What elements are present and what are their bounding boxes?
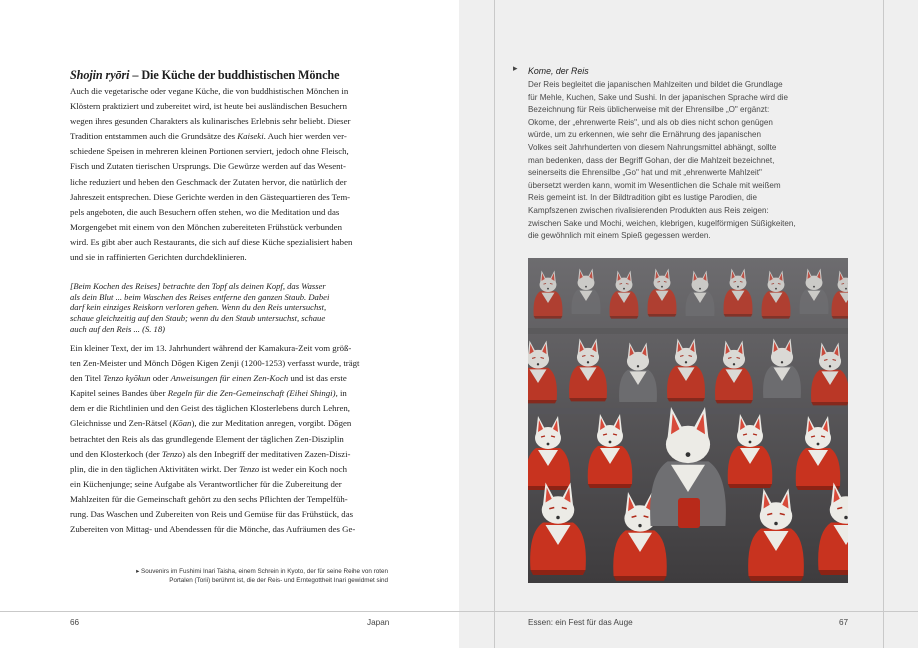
text-segment: ten Zen-Meister und Mönch Dōgen Kigen Zenji (1200-1253) verfasst wurde, trägt: [70, 358, 360, 369]
text-segment: Fisch und Zutaten tierischen Ursprungs. Die Gewürze werden auf das Wesent-: [70, 161, 346, 172]
sidebar-marker-icon: ▸: [513, 63, 518, 73]
text-line: [70, 341, 390, 356]
quote-line: als dein Blut ... beim Waschen des Reises entferne den ganzen Staub. Dabei: [70, 291, 330, 302]
text-line: [70, 462, 390, 477]
intro-paragraph: [70, 84, 390, 265]
margin-line-right: [883, 0, 884, 648]
section-title: [70, 68, 400, 83]
text-line: [70, 386, 390, 401]
text-segment: wird. Es gibt aber auch Restaurants, die sich auf diese Küche spezialisiert haben: [70, 236, 353, 247]
text-segment: Jahreszeit entsprechen. Diese Gerichte werden in den Gästequartieren des Tem-: [70, 191, 351, 202]
text-line: [70, 492, 390, 507]
sidebar-line: man bedenken, dass der Begriff Gohan, der die Mahlzeit bezeichnet,: [528, 155, 775, 165]
text-line: [70, 205, 390, 220]
page-number-right: 67: [839, 618, 849, 627]
text-segment: Gleichnisse und Zen-Rätsel (: [70, 418, 173, 429]
text-segment: und sie in raffinierten Gerichten durchdeklinieren.: [70, 252, 247, 263]
quote-line: [Beim Kochen des Reises] betrachte den Topf als deinen Kopf, das Wasser: [70, 281, 326, 291]
text-line: [70, 159, 390, 174]
page-number-left: 66: [70, 618, 80, 627]
text-segment: Morgengebet mit einem von den Mönchen zubereiteten Frühstück verbunden: [70, 221, 342, 232]
italic-term: Anweisungen für einen Zen-Koch: [170, 373, 289, 384]
sidebar-line: Kampfszenen zwischen rivalisierenden Produkten aus Reis zeigen:: [528, 205, 769, 215]
body-paragraph: [70, 341, 390, 537]
caption-line: Portalen (Torii) berühmt ist, die der Reis- und Erntegottheit Inari gewidmet sind: [169, 576, 388, 584]
text-segment: . Auch hier werden ver-: [263, 131, 347, 142]
text-segment: schiedene Speisen in mehreren kleinen Portionen serviert, jedoch ohne Fleisch,: [70, 146, 349, 157]
fox-figurines-image: [528, 258, 848, 583]
title-rest: – Die Küche der buddhistischen Mönche: [129, 68, 340, 82]
sidebar-line: die gewöhnlich mit einem Spieß gegessen werden.: [528, 231, 711, 241]
sidebar-line: Volkes seit Jahrhunderten von diesem Nahrungsmittel abhängt, sollte: [528, 142, 777, 152]
sidebar-line: Okome, der „ehrenwerte Reis", und als ob dies nicht schon genügen: [528, 117, 773, 127]
running-head-left: Japan: [367, 618, 390, 627]
text-segment: Tradition entstammen auch die Grundsätze des: [70, 131, 238, 142]
text-line: [70, 144, 390, 159]
text-line: [70, 114, 390, 129]
text-line: [70, 522, 390, 537]
sidebar-line: Der Reis begleitet die japanischen Mahlzeiten und bildet die Grundlage: [528, 80, 783, 89]
rice-quote: [70, 281, 388, 335]
sidebar-line: für Mehle, Kuchen, Sake und Sushi. In der japanischen Sprache wird die: [528, 92, 789, 102]
sidebar-line: seinerseits die Ehrensilbe „Go" hat und mit „ehrenwerte Mahlzeit": [528, 168, 762, 178]
text-segment: und den Klosterkoch (der: [70, 448, 162, 459]
sidebar-text: [528, 79, 844, 243]
italic-term: Tenzo: [239, 463, 260, 474]
text-line: [70, 447, 390, 462]
text-line: [70, 416, 390, 431]
text-line: [70, 175, 390, 190]
text-line: [70, 190, 390, 205]
text-segment: betrachtet den Reis als das grundlegende Element der täglichen Zen-Disziplin: [70, 433, 344, 444]
caption-line: ▸ Souvenirs im Fushimi Inari Taisha, einem Schrein in Kyoto, der für seine Reihe von roten: [136, 568, 388, 575]
text-line: [70, 356, 390, 371]
text-segment: , in: [335, 388, 347, 399]
fox-souvenirs-photo: [528, 258, 848, 583]
text-segment: und ist das erste: [288, 373, 347, 384]
text-line: [70, 99, 390, 114]
text-segment: ), die zur Meditation anregen, vorgibt. Dōgen: [191, 418, 352, 429]
sidebar-line: zwischen Sake und Mochi, weichen, klebrigen, kugelförmigen Süßigkeiten,: [528, 218, 796, 228]
italic-term: Regeln für die Zen-Gemeinschaft (Eihei Shingi): [167, 388, 336, 399]
text-segment: Auch die vegetarische oder vegane Küche, die von buddhistischen Mönchen in: [70, 86, 349, 96]
quote-line: auch auf den Reis ... (S. 18): [70, 323, 165, 334]
text-line: [70, 507, 390, 522]
text-segment: ist weder ein Koch noch: [259, 463, 347, 474]
text-line: [70, 401, 390, 416]
italic-term: Tenzo kyōkun: [103, 373, 151, 384]
text-line: [70, 235, 390, 250]
quote-line: darf kein einziges Reiskorn verloren gehen. Wenn du den Reis untersuchst,: [70, 302, 327, 313]
margin-line-left: [494, 0, 495, 648]
text-segment: Ein kleiner Text, der im 13. Jahrhundert während der Kamakura-Zeit vom größ-: [70, 343, 352, 353]
text-segment: Kapitel seines Bandes über: [70, 388, 168, 399]
photo-caption: [70, 568, 388, 585]
text-segment: plin, die in den täglichen Aktivitäten wirkt. Der: [70, 463, 240, 474]
text-segment: ) als den Inbegriff der meditativen Zazen-Diszi-: [182, 448, 351, 459]
sidebar-line: Bezeichnung für Reis üblicherweise mit der Ehrensilbe „O" ergänzt:: [528, 105, 770, 115]
text-segment: Klöstern praktiziert und zubereitet wird, ist heute bei ausländischen Besuchern: [70, 101, 348, 112]
text-line: [70, 129, 390, 144]
text-line: [70, 432, 390, 447]
footer-rule-right: [459, 611, 918, 612]
text-segment: den Titel: [70, 373, 104, 384]
sidebar-line: übersetzt werden kann, womit im Wesentlichen die Schale mit weißem: [528, 180, 781, 190]
text-line: [70, 371, 390, 386]
text-segment: dem er die Richtlinien und den Geist des täglichen Klosterlebens durch Lehren,: [70, 403, 350, 414]
sidebar-title: Kome, der Reis: [528, 66, 589, 76]
sidebar-line: würde, um zu erkennen, wie sehr die Ernährung des japanischen: [528, 130, 762, 140]
italic-term: Kōan: [172, 418, 192, 429]
text-line: [70, 84, 390, 99]
text-segment: rung. Das Waschen und Zubereiten von Reis und Gemüse für das Frühstück, das: [70, 509, 354, 520]
text-segment: wegen ihres gesunden Charakters als kulinarisches Erlebnis sehr beliebt. Dieser: [70, 116, 351, 127]
running-head-right: Essen: ein Fest für das Auge: [528, 618, 633, 627]
text-line: [70, 477, 390, 492]
quote-line: schaue gleichzeitig auf den Staub; wenn du den Staub untersuchst, schaue: [70, 313, 326, 324]
footer-rule-left: [0, 611, 459, 612]
title-italic: Shojin ryōri: [70, 68, 130, 82]
text-segment: liche reduziert und heben den Geschmack der Zutaten hervor, die natürlich der: [70, 176, 347, 187]
italic-term: Kaiseki: [237, 131, 264, 142]
text-segment: pels angeboten, die auch Besuchern offen stehen, wo die Meditation und das: [70, 206, 340, 217]
text-line: [70, 220, 390, 235]
text-segment: Mahlzeiten für die Gemeinschaft gehört zu den sechs Pflichten der Tempelfüh-: [70, 493, 348, 504]
text-segment: Zubereiten von Mittag- und Abendessen für die Mönche, das Aufräumen des Ge-: [70, 524, 356, 535]
text-segment: ein Küchenjunge; seine Aufgabe als Verantwortlicher für die Zubereitung der: [70, 478, 342, 489]
sidebar-line: Reis gemeint ist. In der Bildtradition gibt es lustige Parodien, die: [528, 193, 757, 203]
text-segment: oder: [150, 373, 171, 384]
italic-term: Tenzo: [161, 448, 183, 459]
text-line: [70, 250, 390, 265]
